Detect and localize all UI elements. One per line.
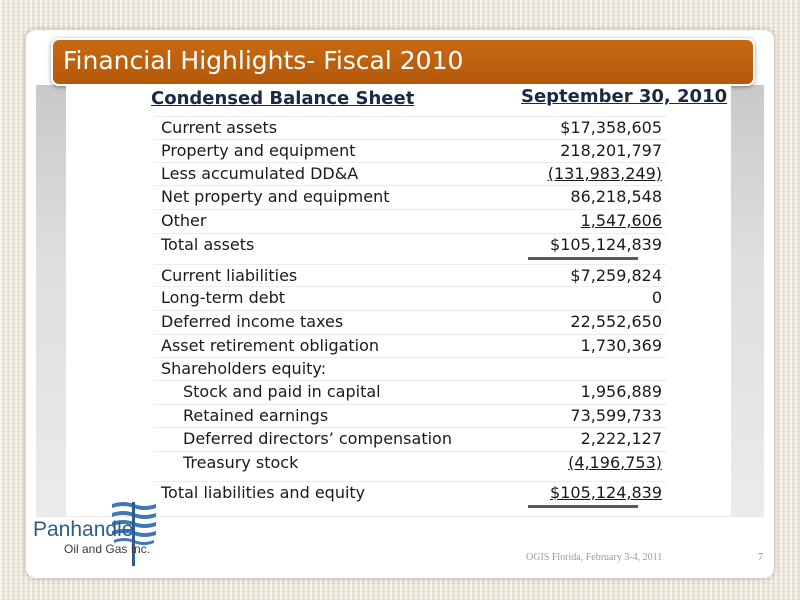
row-label: Treasury stock: [183, 453, 299, 472]
total-underline: [528, 257, 638, 260]
row-label: Property and equipment: [161, 141, 356, 160]
table-row: [154, 116, 666, 139]
row-label: Less accumulated DD&A: [161, 164, 359, 183]
total-underline: [528, 505, 638, 508]
table-header-date: September 30, 2010: [521, 86, 728, 107]
table-row: [154, 139, 666, 162]
logo-name: Panhandle: [33, 518, 134, 541]
title-bar: [51, 38, 755, 86]
row-value: $7,259,824: [570, 266, 662, 285]
table-row: [154, 185, 666, 208]
row-value: 86,218,548: [570, 187, 662, 206]
row-label: Deferred directors’ compensation: [183, 429, 452, 448]
row-label: Other: [161, 211, 207, 230]
row-label: Current liabilities: [161, 266, 298, 285]
table-row: [154, 310, 666, 333]
table-row: [154, 380, 666, 403]
table-row: [154, 427, 666, 450]
footer-text: OGIS Florida, February 3-4, 2011: [526, 552, 663, 563]
slide-title: Financial Highlights- Fiscal 2010: [63, 46, 464, 75]
row-value: 1,730,369: [580, 336, 662, 355]
table-row: [154, 233, 666, 256]
row-label: Net property and equipment: [161, 187, 390, 206]
row-value: 22,552,650: [570, 312, 662, 331]
row-label: Shareholders equity:: [161, 359, 327, 378]
table-row: [154, 404, 666, 427]
row-value: 1,956,889: [580, 382, 662, 401]
row-label: Asset retirement obligation: [161, 336, 380, 355]
table-row: [154, 451, 666, 474]
row-label: Deferred income taxes: [161, 312, 344, 331]
row-value: $17,358,605: [560, 118, 662, 137]
slide: [26, 30, 774, 578]
row-value: 0: [651, 288, 662, 307]
row-value: $105,124,839: [550, 483, 662, 502]
table-row: [154, 334, 666, 357]
table-row: [154, 357, 666, 380]
table-row: [154, 481, 666, 504]
row-value: 218,201,797: [560, 141, 662, 160]
row-value: 73,599,733: [570, 406, 662, 425]
row-label: Stock and paid in capital: [183, 382, 381, 401]
page-number: 7: [758, 552, 763, 563]
table-header-label: Condensed Balance Sheet: [151, 88, 415, 109]
row-label: Total assets: [161, 235, 255, 254]
row-label: Retained earnings: [183, 406, 329, 425]
row-label: Current assets: [161, 118, 278, 137]
row-value: 1,547,606: [580, 211, 662, 230]
table-row: [154, 209, 666, 232]
row-label: Long-term debt: [161, 288, 286, 307]
table-row: [154, 286, 666, 309]
balance-sheet-table: [66, 84, 731, 516]
row-value: (131,983,249): [547, 164, 662, 183]
table-row: [154, 264, 666, 287]
table-row: [154, 162, 666, 185]
row-value: $105,124,839: [550, 235, 662, 254]
row-label: Total liabilities and equity: [161, 483, 366, 502]
row-value: 2,222,127: [580, 429, 662, 448]
row-value: (4,196,753): [568, 453, 662, 472]
logo-subtitle: Oil and Gas Inc.: [64, 542, 151, 556]
